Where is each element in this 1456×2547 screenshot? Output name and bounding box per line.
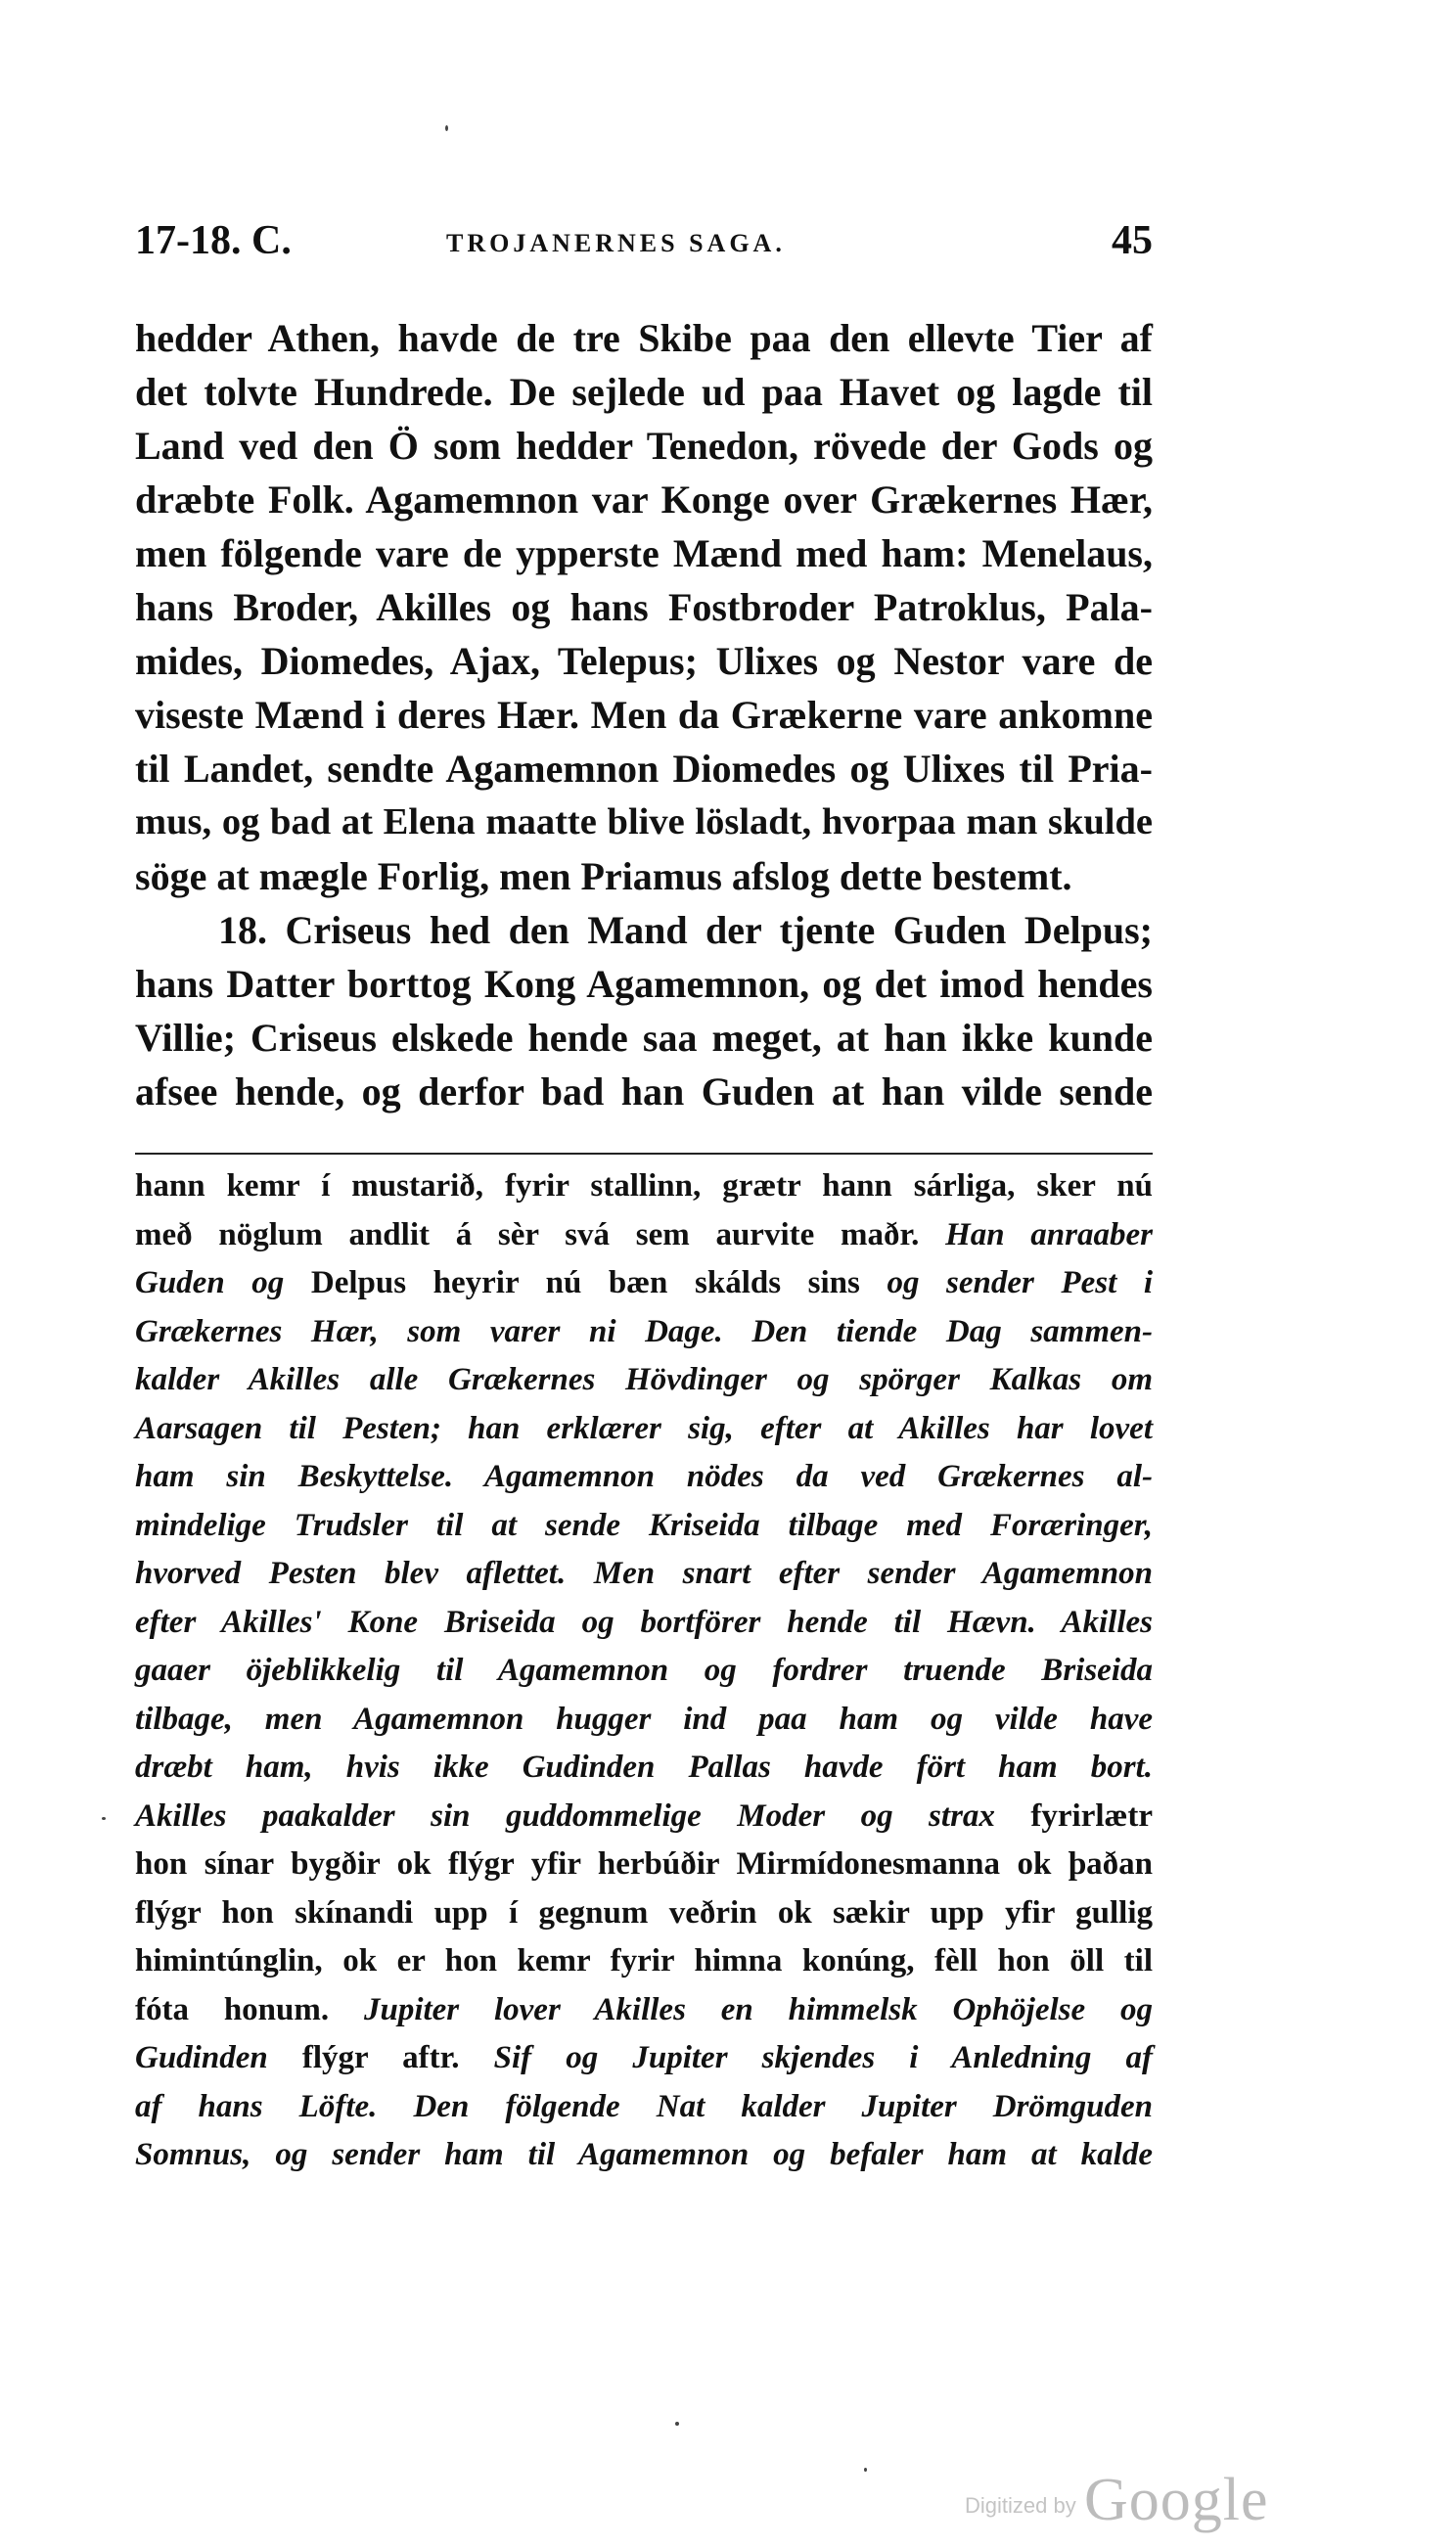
footnote-italic-segment: tilbage, men Agamemnon hugger ind paa ham og vilde have — [135, 1701, 1153, 1737]
footnote-italic-segment: gaaer öjeblikkelig til Agamemnon og fordrer truende Briseida — [135, 1653, 1153, 1688]
footnote-line — [135, 1453, 1153, 1502]
google-logo: Google — [1084, 2467, 1269, 2533]
footnote-italic-segment: Somnus, og sender ham til Agamemnon og befaler ham at kalde — [135, 2137, 1153, 2172]
digitized-by-google-watermark — [965, 2466, 1269, 2533]
footnote-line — [135, 1986, 1153, 2035]
footnote-line — [135, 2034, 1153, 2083]
footnote-line — [135, 1162, 1153, 1211]
main-text-line: det tolvte Hundrede. De sejlede ud paa Havet og lagde til — [135, 370, 1153, 414]
footnote-line — [135, 1259, 1153, 1308]
main-text-line: mus, og bad at Elena maatte blive lösladt, hvorpaa man skulde — [135, 801, 1153, 842]
running-title: TROJANERNES SAGA. — [446, 229, 786, 257]
footnote-line — [135, 1937, 1153, 1986]
footnote-italic-segment: Akilles paakalder sin guddommelige Moder og strax — [135, 1797, 1031, 1834]
footnote-roman-segment: með nöglum andlit á sèr svá sem aurvite maðr. — [135, 1216, 946, 1252]
footnote-roman-segment: fóta honum. — [135, 1991, 364, 2027]
footnote-italic-segment: kalder Akilles alle Grækernes Hövdinger og spörger Kalkas om — [135, 1362, 1153, 1397]
main-text-line: hedder Athen, havde de tre Skibe paa den ellevte Tier af — [135, 316, 1153, 360]
footnote-roman-segment: flýgr aftr. — [301, 2040, 494, 2075]
footnote-line — [135, 1696, 1153, 1745]
footnote-roman-segment: fyrirlætr — [1030, 1797, 1153, 1834]
footnote-italic-segment: Sif og Jupiter skjendes i Anledning af — [493, 2040, 1153, 2075]
footnote-line — [135, 1405, 1153, 1454]
footnote-italic-segment: Guden og — [135, 1265, 311, 1300]
main-text-line: til Landet, sendte Agamemnon Diomedes og Ulixes til Pria- — [135, 747, 1153, 791]
footnote-line — [135, 1647, 1153, 1696]
footnote-roman-segment: hon sínar bygðir ok flýgr yfir herbúðir Mirmídonesmanna ok þaðan — [135, 1846, 1153, 1882]
footnote-line — [135, 1793, 1153, 1842]
footnote-line — [135, 1744, 1153, 1793]
footnote-italic-segment: Aarsagen til Pesten; han erklærer sig, efter at Akilles har lovet — [135, 1410, 1153, 1446]
footnote-line — [135, 1841, 1153, 1889]
running-head — [135, 217, 1153, 276]
footnote-italic-segment: dræbt ham, hvis ikke Gudinden Pallas havde fört ham bort. — [135, 1750, 1153, 1785]
footnote-italic-segment: Gudinden — [135, 2040, 302, 2075]
footnote-italic-segment: Grækernes Hær, som varer ni Dage. Den tiende Dag sammen- — [135, 1313, 1153, 1349]
footnote-line — [135, 1502, 1153, 1551]
footnote-line — [135, 2131, 1153, 2180]
footnote-line — [135, 2083, 1153, 2132]
main-text-line: mides, Diomedes, Ajax, Telepus; Ulixes og Nestor vare de — [135, 639, 1153, 683]
footnote-italic-segment: Han anraaber — [945, 1216, 1153, 1252]
main-text-line: Villie; Criseus elskede hende saa meget, at han ikke kunde — [135, 1016, 1153, 1060]
chapter-reference: 17-18. C. — [135, 218, 292, 263]
footnote-line — [135, 1308, 1153, 1357]
footnote-line — [135, 1211, 1153, 1260]
main-text-line: hans Broder, Akilles og hans Fostbroder Patroklus, Pala- — [135, 585, 1153, 629]
main-text-line: afsee hende, og derfor bad han Guden at han vilde sende — [135, 1069, 1153, 1114]
main-text-line: viseste Mænd i deres Hær. Men da Grækerne vare ankomne — [135, 693, 1153, 737]
footnote-roman-segment: Delpus heyrir nú bæn skálds sins — [310, 1265, 887, 1300]
main-text-line: men fölgende vare de ypperste Mænd med ham: Menelaus, — [135, 531, 1153, 575]
footnote-line — [135, 1356, 1153, 1405]
footnote-italic-segment: af hans Löfte. Den fölgende Nat kalder Jupiter Drömguden — [135, 2088, 1153, 2124]
main-text-line: 18. Criseus hed den Mand der tjente Guden Delpus; — [218, 908, 1153, 952]
main-text-line: dræbte Folk. Agamemnon var Konge over Grækernes Hær, — [135, 478, 1153, 522]
footnote-italic-segment: hvorved Pesten blev aflettet. Men snart efter sender Agamemnon — [135, 1556, 1153, 1591]
footnote-italic-segment: og sender Pest i — [887, 1265, 1154, 1300]
footnote-italic-segment: Jupiter lover Akilles en himmelsk Ophöjelse og — [363, 1991, 1153, 2027]
page-number: 45 — [1112, 218, 1153, 263]
footnote-roman-segment: hann kemr í mustarið, fyrir stallinn, grætr hann sárliga, sker nú — [135, 1168, 1153, 1204]
footnote-roman-segment: flýgr hon skínandi upp í gegnum veðrin ok sækir upp yfir gullig — [135, 1894, 1153, 1931]
footnote-italic-segment: efter Akilles' Kone Briseida og bortförer hende til Hævn. Akilles — [135, 1604, 1153, 1640]
footnote-line — [135, 1599, 1153, 1648]
footnote-text — [135, 1162, 1153, 2180]
footnote-line — [135, 1550, 1153, 1599]
footnote-line — [135, 1889, 1153, 1938]
main-text — [135, 311, 1153, 1118]
footnote-roman-segment: himintúnglin, ok er hon kemr fyrir himna konúng, fèll hon öll til — [135, 1943, 1153, 1978]
watermark-prefix: Digitized by — [965, 2493, 1076, 2518]
main-text-line: Land ved den Ö som hedder Tenedon, rövede der Gods og — [135, 424, 1153, 468]
footnote-rule — [135, 1153, 1153, 1155]
footnote-italic-segment: mindelige Trudsler til at sende Kriseida tilbage med Foræringer, — [135, 1507, 1153, 1543]
footnote-italic-segment: ham sin Beskyttelse. Agamemnon nödes da ved Grækernes al- — [135, 1459, 1153, 1494]
main-text-line: hans Datter borttog Kong Agamemnon, og det imod hendes — [135, 962, 1153, 1006]
main-text-line: söge at mægle Forlig, men Priamus afslog dette bestemt. — [135, 854, 1072, 898]
